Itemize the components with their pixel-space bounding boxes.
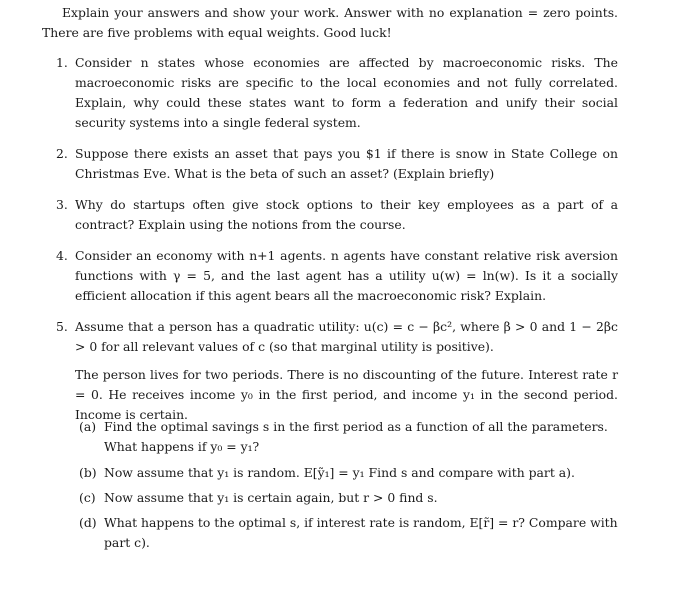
subpart-a <box>79 417 619 457</box>
problem-number: 1. <box>56 55 68 70</box>
subpart-text: Find the optimal savings s in the first period as a function of all the parameters. What happens if y₀ = y₁? <box>104 419 608 454</box>
problem-text: Suppose there exists an asset that pays you $1 if there is snow in State College on Christmas Eve. What is the beta of such an asset? (Explain briefly) <box>75 146 618 181</box>
problem-5 <box>56 317 618 425</box>
problem-text: Why do startups often give stock options to their key employees as a part of a contract? Explain using the notions from the course. <box>75 197 618 232</box>
subpart-label: (a) <box>79 419 97 434</box>
problem-text: Consider an economy with n+1 agents. n agents have constant relative risk aversion functions with γ = 5, and the last agent has a utility u(w) = ln(w). Is it a socially efficient allocation if this agent bears all the macroeconomic risk? Explain. <box>75 248 618 303</box>
subpart-text: What happens to the optimal s, if interest rate is random, E[r̃] = r? Compare with part c). <box>104 515 618 550</box>
subpart-c <box>79 488 619 508</box>
problem-2 <box>56 144 618 184</box>
subpart-label: (c) <box>79 490 96 505</box>
problem-3 <box>56 195 618 235</box>
instructions: Explain your answers and show your work. Answer with no explanation = zero points. There are five problems with equal weights. Good luck! <box>42 5 618 40</box>
subpart-b <box>79 463 619 483</box>
problem-text: Consider n states whose economies are affected by macroeconomic risks. The macroeconomic risks are specific to the local economies and not fully correlated. Explain, why could these states want to form a federation and unify their social security systems into a single federal system. <box>75 55 618 130</box>
problem-1 <box>56 53 618 133</box>
problem-number: 5. <box>56 319 68 334</box>
problem-number: 2. <box>56 146 68 161</box>
problem-number: 3. <box>56 197 68 212</box>
problem-4 <box>56 246 618 306</box>
problem-number: 4. <box>56 248 68 263</box>
problem-text: Assume that a person has a quadratic utility: u(c) = c − βc², where β > 0 and 1 − 2βc > 0 for all relevant values of c (so that marginal utility is positive). <box>75 319 618 354</box>
subpart-d <box>79 513 619 553</box>
subpart-label: (b) <box>79 465 97 480</box>
subpart-label: (d) <box>79 515 97 530</box>
subpart-text: Now assume that y₁ is certain again, but r > 0 find s. <box>104 490 438 505</box>
subpart-text: Now assume that y₁ is random. E[ỹ₁] = y₁ Find s and compare with part a). <box>104 465 575 480</box>
problem-paragraph: The person lives for two periods. There is no discounting of the future. Interest rate r = 0. He receives income y₀ in the first period, and income y₁ in the second period. Income is certain. <box>75 367 618 422</box>
